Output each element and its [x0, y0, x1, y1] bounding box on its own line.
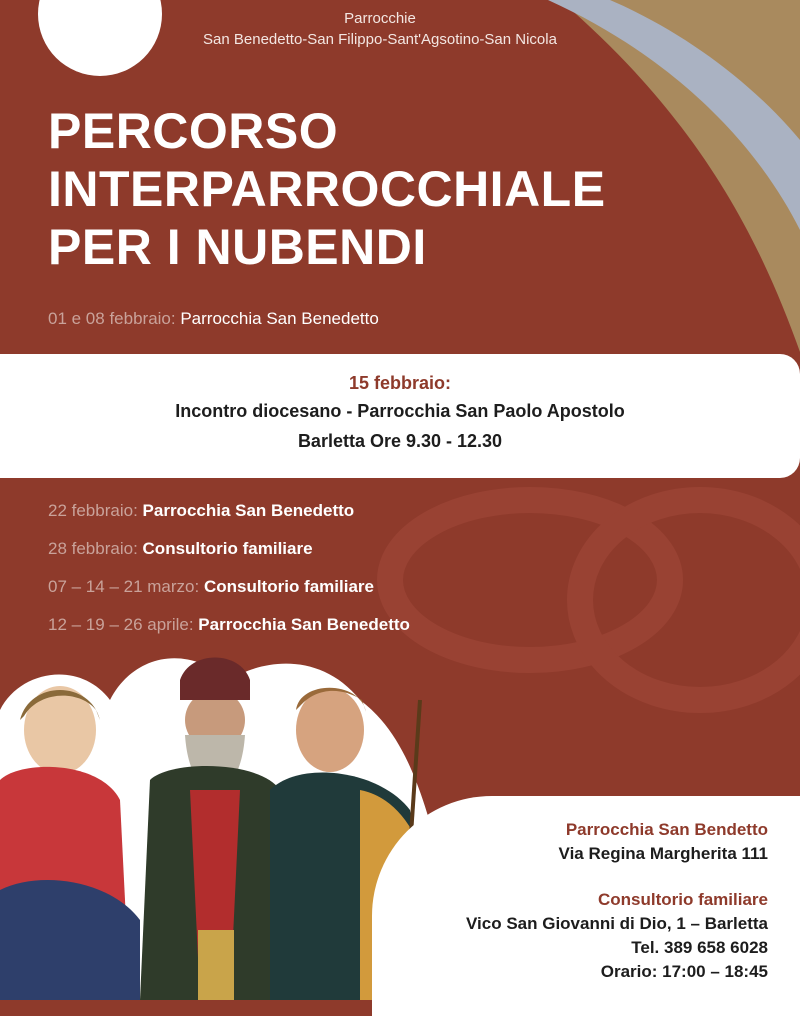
center-address: Vico San Giovanni di Dio, 1 – Barletta	[466, 914, 768, 933]
highlight-line-2: Barletta Ore 9.30 - 12.30	[297, 431, 503, 451]
schedule-item	[48, 576, 374, 598]
schedule-place: Parrocchia San Benedetto	[142, 501, 355, 520]
highlight-date: 15 febbraio:	[348, 373, 452, 393]
schedule-item	[48, 614, 410, 636]
schedule-place: Consultorio familiare	[142, 539, 313, 558]
schedule-date: 01 e 08 febbraio:	[48, 309, 176, 328]
schedule-date: 28 febbraio:	[48, 539, 138, 558]
schedule-place: Parrocchia San Benedetto	[180, 309, 379, 328]
parish-header	[0, 8, 760, 50]
schedule-item	[48, 500, 354, 522]
title-line-1: PERCORSO	[48, 103, 339, 159]
highlight-band	[0, 354, 800, 478]
schedule-item	[48, 538, 313, 560]
header-line-2: San Benedetto-San Filippo-Sant'Agsotino-San Nicola	[203, 31, 557, 48]
center-phone: Tel. 389 658 6028	[631, 938, 768, 957]
page-title	[48, 102, 606, 276]
schedule-item-first	[48, 308, 379, 330]
title-line-2: INTERPARROCCHIALE	[48, 161, 606, 217]
center-hours: Orario: 17:00 – 18:45	[600, 962, 768, 981]
header-line-1: Parrocchie	[344, 10, 416, 27]
schedule-date: 07 – 14 – 21 marzo:	[48, 577, 200, 596]
schedule-date: 12 – 19 – 26 aprile:	[48, 615, 194, 634]
parish-name: Parrocchia San Bendetto	[565, 820, 768, 839]
schedule-place: Parrocchia San Benedetto	[198, 615, 410, 634]
schedule-date: 22 febbraio:	[48, 501, 138, 520]
center-name: Consultorio familiare	[597, 890, 768, 909]
parish-address: Via Regina Margherita 111	[558, 844, 768, 863]
highlight-line-1: Incontro diocesano - Parrocchia San Paolo Apostolo	[175, 401, 625, 421]
title-line-3: PER I NUBENDI	[48, 219, 427, 275]
schedule-place: Consultorio familiare	[203, 577, 374, 596]
